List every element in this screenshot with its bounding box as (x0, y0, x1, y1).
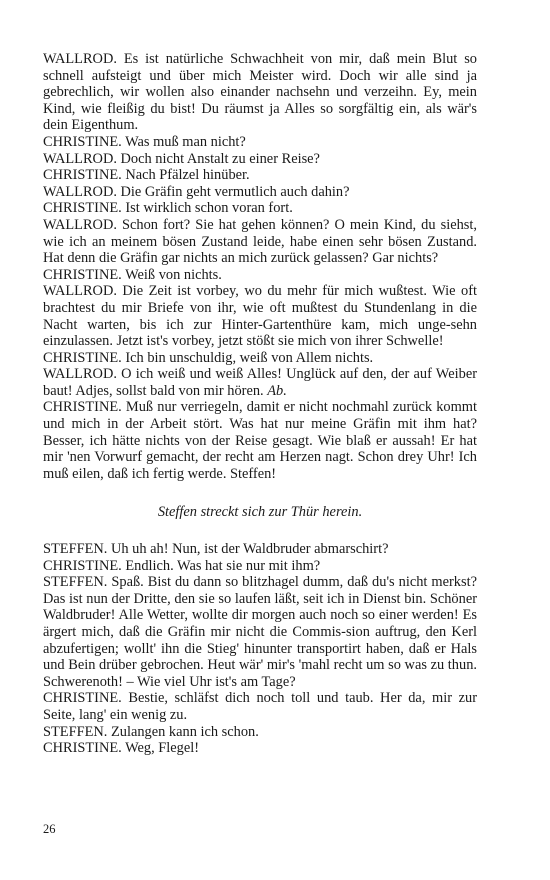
dialogue-line: WALLROD. Doch nicht Anstalt zu einer Reise? (43, 150, 320, 167)
dialogue-line: STEFFEN. Zulangen kann ich schon. (43, 723, 259, 740)
dialogue-line: CHRISTINE. Bestie, schläfst dich noch toll und taub. Her da, mir zur Seite, lang' ein wenig zu. (43, 690, 477, 723)
page-number: 26 (43, 822, 56, 836)
dialogue-line: WALLROD. Die Gräfin geht vermutlich auch dahin? (43, 183, 350, 200)
dialogue-line: CHRISTINE. Nach Pfälzel hinüber. (43, 167, 250, 184)
dialogue-line: WALLROD. Schon fort? Sie hat gehen können? O mein Kind, du siehst, wie ich an meinem bösen Zustand leide, habe einen sehr bösen Zustand. Hat denn die Gräfin gar nichts an mich zurück gelassen? Gar nichts? (43, 216, 477, 267)
dialogue-line-wallrod-exit (43, 366, 477, 399)
dialogue-line: STEFFEN. Uh uh ah! Nun, ist der Waldbruder abmarschirt? (43, 541, 389, 558)
dialogue-block-after (43, 541, 477, 757)
dialogue-line: CHRISTINE. Was muß man nicht? (43, 133, 246, 150)
dialogue-line: WALLROD. Die Zeit ist vorbey, wo du mehr für mich wußtest. Wie oft brachtest du mir Briefe von ihr, wie oft mußtest du Stundenlang in die Nacht warten, bis ich zur Hinter-Gartenthüre kam, mich unge-sehn einzulassen. Jetzt ist's vorbey, jetzt stößt sie mich von ihrer Schwelle! (43, 283, 477, 350)
page-text (43, 51, 477, 757)
dialogue-line: CHRISTINE. Ich bin unschuldig, weiß von Allem nichts. (43, 349, 374, 366)
dialogue-text: WALLROD. O ich weiß und weiß Alles! Unglück auf den, der auf Weiber baut! Adjes, sollst bald von mir hören. (43, 366, 477, 399)
dialogue-block-before (43, 51, 477, 482)
dialogue-line: CHRISTINE. Weg, Flegel! (43, 740, 200, 757)
dialogue-line: STEFFEN. Spaß. Bist du dann so blitzhagel dumm, daß du's nicht merkst? Das ist nun der Dritte, den sie so laufen läßt, seit ich in Dienst bin. Schöner Waldbruder! Alle Wetter, wollte dir morgen auch noch so einer werden! Es ärgert mich, daß die Gräfin mir nicht die Commis-sion auftrug, den Kerl abzufertigen; wollt' ihn die Stieg' hinunter transportirt haben, daß er Hals und Bein drüber gebrochen. Heut wär' mir's 'mahl recht um so was zu thun. Schwerenoth! – Wie viel Uhr ist's am Tage? (43, 574, 477, 690)
exit-direction: Ab. (267, 382, 287, 399)
stage-direction: Steffen streckt sich zur Thür herein. (157, 504, 363, 521)
dialogue-line: CHRISTINE. Endlich. Was hat sie nur mit ihm? (43, 557, 321, 574)
dialogue-line: CHRISTINE. Weiß von nichts. (43, 266, 222, 283)
dialogue-line: CHRISTINE. Muß nur verriegeln, damit er nicht nochmahl zurück kommt und mich in der Arbeit stört. Was hat nur meine Gräfin mit ihm hat? Besser, ich hätte nichts von der Reise gesagt. Wie blaß er aussah! Er hat mir 'nen Vorwurf gemacht, der recht am Herzen nagt. Schon drey Uhr! Ich muß eilen, daß ich fertig werde. Steffen! (43, 399, 477, 482)
dialogue-line: WALLROD. Es ist natürliche Schwachheit von mir, daß mein Blut so schnell aufsteigt und über mich Meister wird. Doch wir alle sind ja gebrechlich, wir wollen also einander nachsehn und verzeihn. Ey, mein Kind, wie fleißig du bist! Du räumst ja Alles so sorgfältig ein, als wär's dein Eigenthum. (43, 51, 477, 134)
dialogue-line: CHRISTINE. Ist wirklich schon voran fort. (43, 200, 293, 217)
